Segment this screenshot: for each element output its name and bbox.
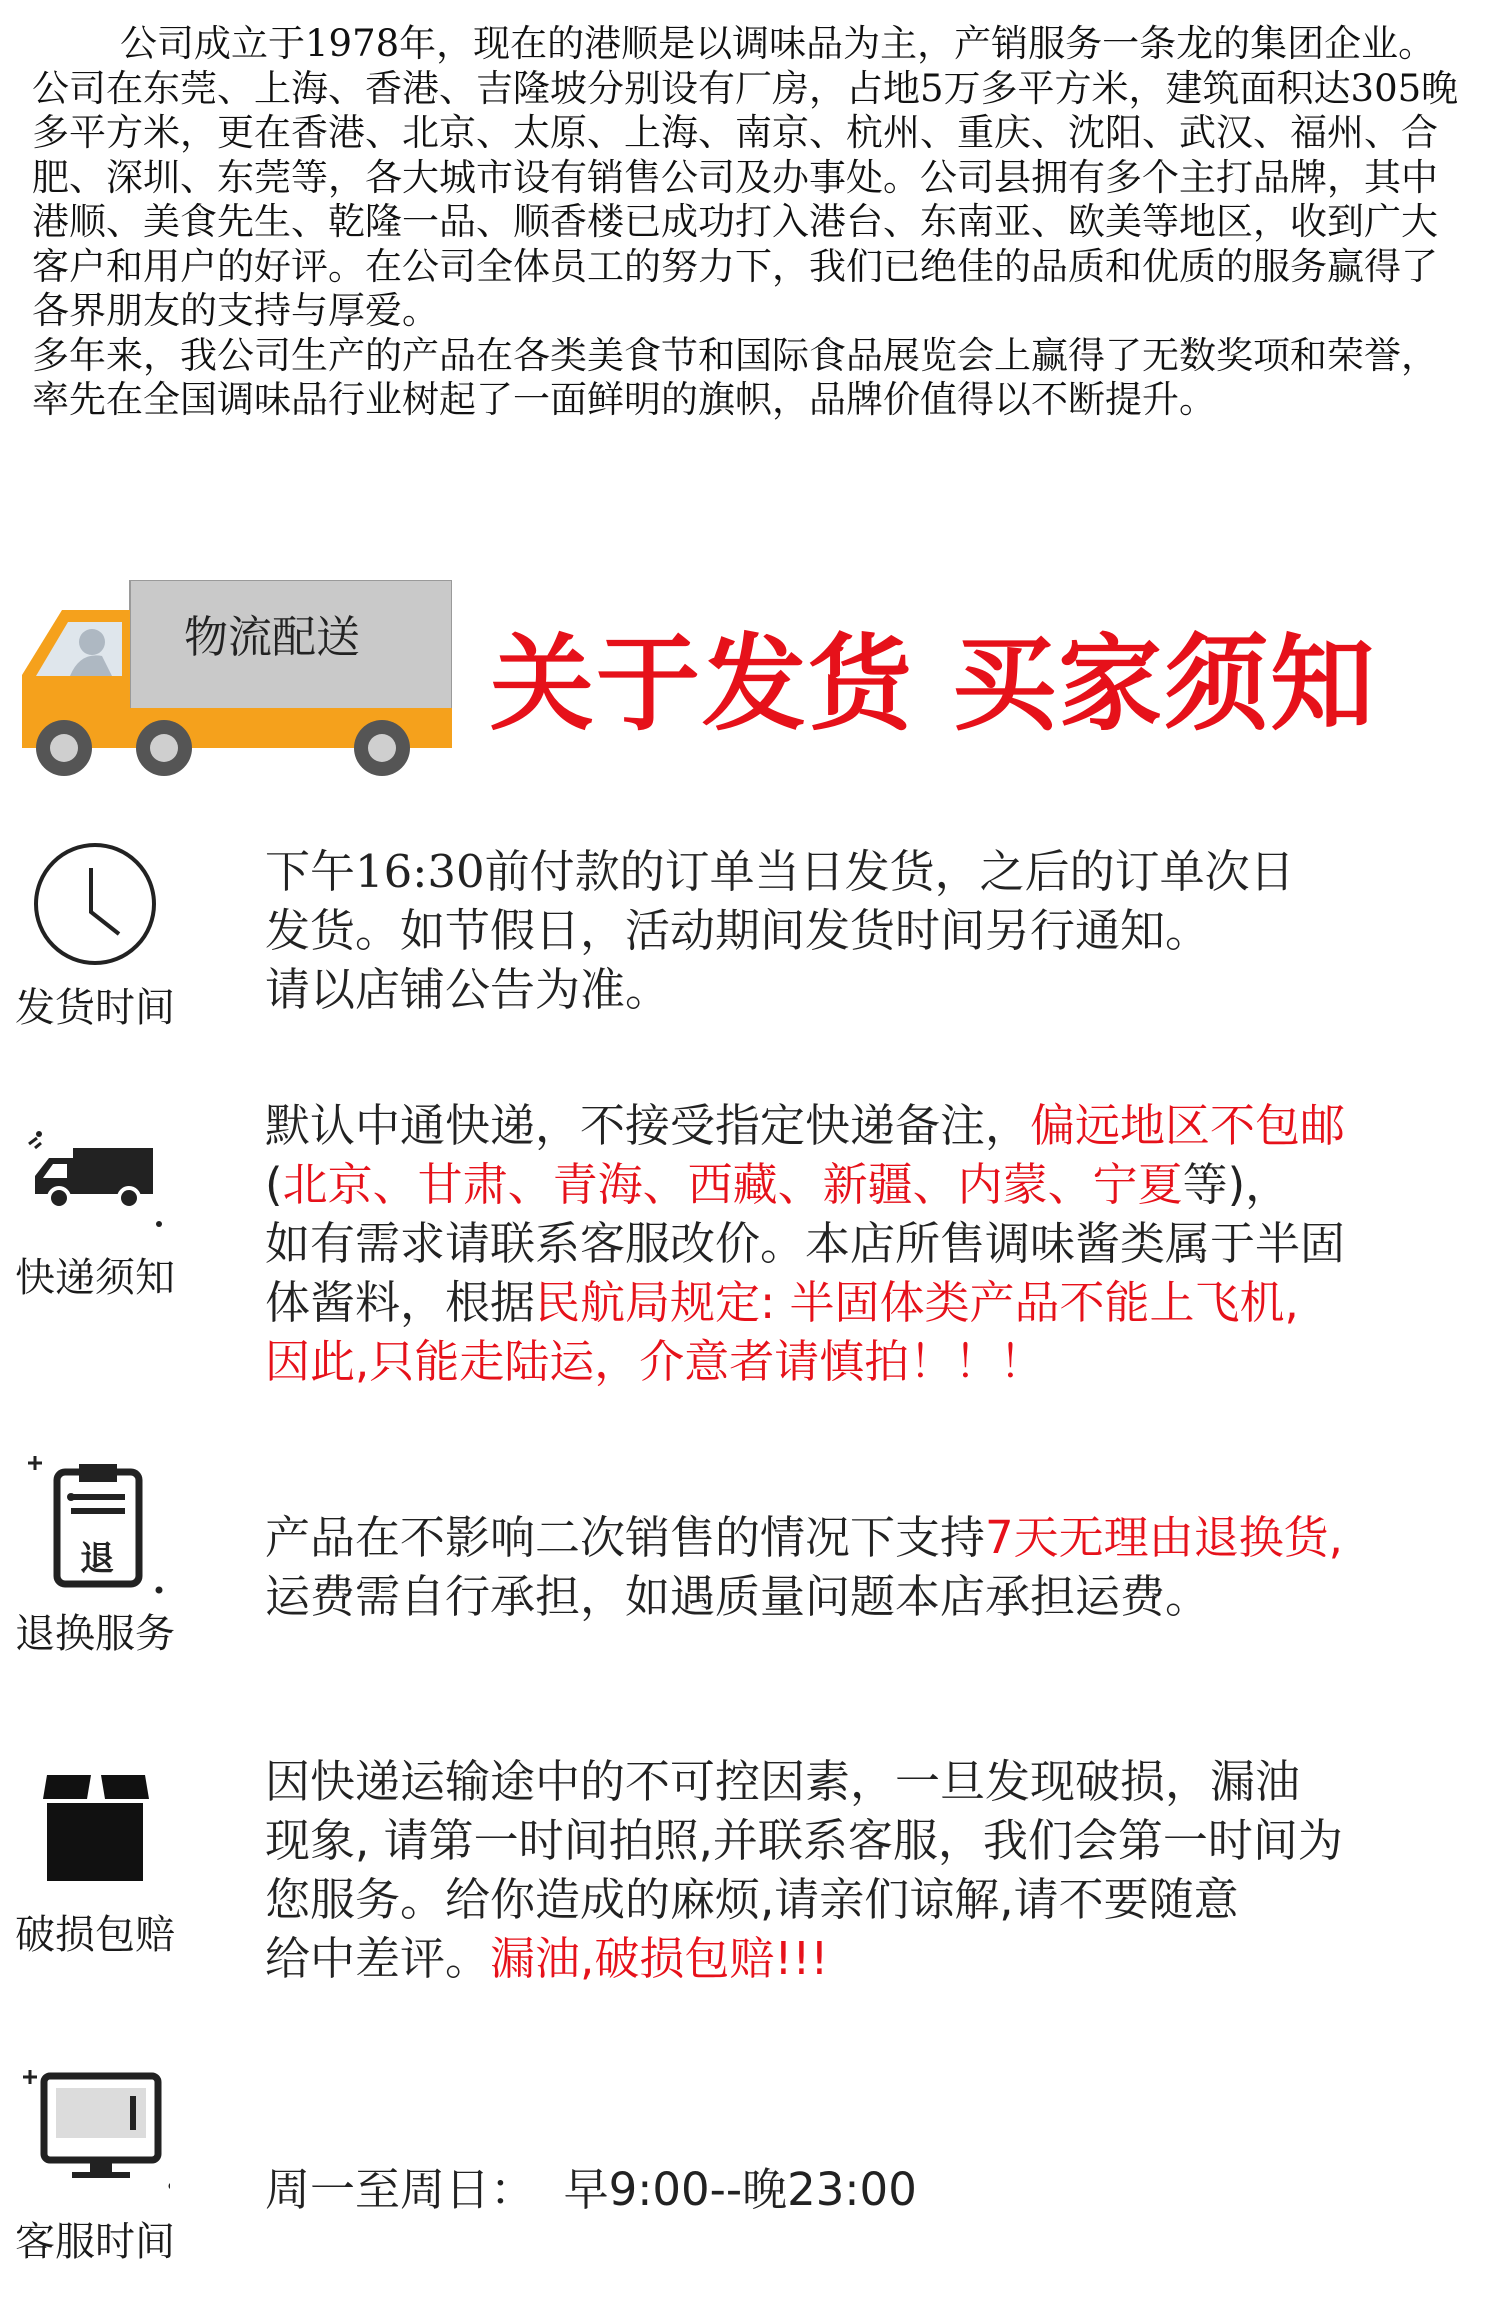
intro-paragraph-2: 多年来，我公司生产的产品在各类美食节和国际食品展览会上赢得了无数奖项和荣誉，率先在全国调味品行业树起了一面鲜明的旗帜，品牌价值得以不断提升。 [32, 333, 1438, 421]
damage-line: 您服务。给你造成的麻烦,请亲们谅解,请不要随意 [265, 1873, 1239, 1926]
clock-icon [29, 838, 161, 970]
shipping-time-line: 请以店铺公告为准。 [265, 963, 671, 1016]
express-highlight: 民航局规定: 半固体类产品不能上飞机, [535, 1276, 1299, 1329]
returns-highlight: 7天无理由退换货, [985, 1511, 1343, 1564]
returns-line: 运费需自行承担，如遇质量问题本店承担运费。 [265, 1570, 1211, 1623]
shipping-time-text [265, 842, 1490, 1019]
package-box-icon [25, 1755, 165, 1895]
express-line: ( [265, 1158, 283, 1211]
logistics-truck-graphic [22, 580, 452, 778]
express-highlight: 偏远地区不包邮 [1030, 1099, 1346, 1152]
service-hours: 周一至周日： 早9:00--晚23:00 [265, 2163, 917, 2216]
returns-text [265, 1508, 1490, 1626]
damage-icon-column [0, 1755, 190, 1960]
damage-line: 给中差评。 [265, 1932, 491, 1985]
damage-line: 因快递运输途中的不可控因素，一旦发现破损，漏油 [265, 1755, 1301, 1808]
return-icon-char: 退 [80, 1539, 114, 1579]
damage-label: 破损包赔 [15, 1912, 175, 1958]
express-highlight: 北京、甘肃、青海、西藏、新疆、内蒙、宁夏 [282, 1158, 1183, 1211]
returns-label: 退换服务 [15, 1611, 175, 1657]
company-intro [32, 22, 1462, 423]
damage-text [265, 1752, 1490, 1988]
express-label: 快递须知 [15, 1255, 175, 1301]
returns-line: 产品在不影响二次销售的情况下支持 [265, 1511, 986, 1564]
shipping-time-label: 发货时间 [15, 985, 175, 1031]
shipping-time-line: 下午16:30前付款的订单当日发货，之后的订单次日 [265, 845, 1295, 898]
truck-label: 物流配送 [184, 612, 360, 663]
damage-line: 现象, 请第一时间拍照,并联系客服，我们会第一时间为 [265, 1814, 1343, 1867]
service-icon-column [0, 2062, 190, 2267]
return-clipboard-icon [25, 1452, 165, 1602]
service-label: 客服时间 [15, 2219, 175, 2265]
delivery-truck-icon [25, 1128, 165, 1228]
shipping-time-line: 发货。如节假日，活动期间发货时间另行通知。 [265, 904, 1211, 957]
damage-highlight: 漏油,破损包赔!!! [490, 1932, 829, 1985]
intro-paragraph-1: 公司成立于1978年，现在的港顺是以调味品为主，产销服务一条龙的集团企业。公司在东莞、上海、香港、吉隆坡分别设有厂房，占地5万多平方米，建筑面积达305晚多平方米，更在香港、北京、太原、上海、南京、杭州、重庆、沈阳、武汉、福州、合肥、深圳、东莞等，各大城市设有销售公司及办事处。公司县拥有多个主打品牌，其中港顺、美食先生、乾隆一品、顺香楼已成功打入港台、东南亚、欧美等地区，收到广大客户和用户的好评。在公司全体员工的努力下，我们已绝佳的品质和优质的服务赢得了各界朋友的支持与厚爱。 [32, 22, 1459, 332]
service-text [265, 2160, 1490, 2219]
shipping-time-icon-column [0, 838, 190, 1033]
express-line: 等)， [1182, 1158, 1291, 1211]
express-icon-column [0, 1128, 190, 1303]
express-line: 体酱料，根据 [265, 1276, 536, 1329]
truck-icon [22, 580, 452, 778]
express-text [265, 1096, 1490, 1391]
computer-monitor-icon [20, 2062, 170, 2192]
page-title: 关于发货 买家须知 [490, 623, 1377, 745]
returns-icon-column [0, 1452, 190, 1659]
express-line: 默认中通快递，不接受指定快递备注， [265, 1099, 1031, 1152]
express-highlight: 因此,只能走陆运，介意者请慎拍！！！ [265, 1335, 1045, 1388]
express-line: 如有需求请联系客服改价。本店所售调味酱类属于半固 [265, 1217, 1346, 1270]
